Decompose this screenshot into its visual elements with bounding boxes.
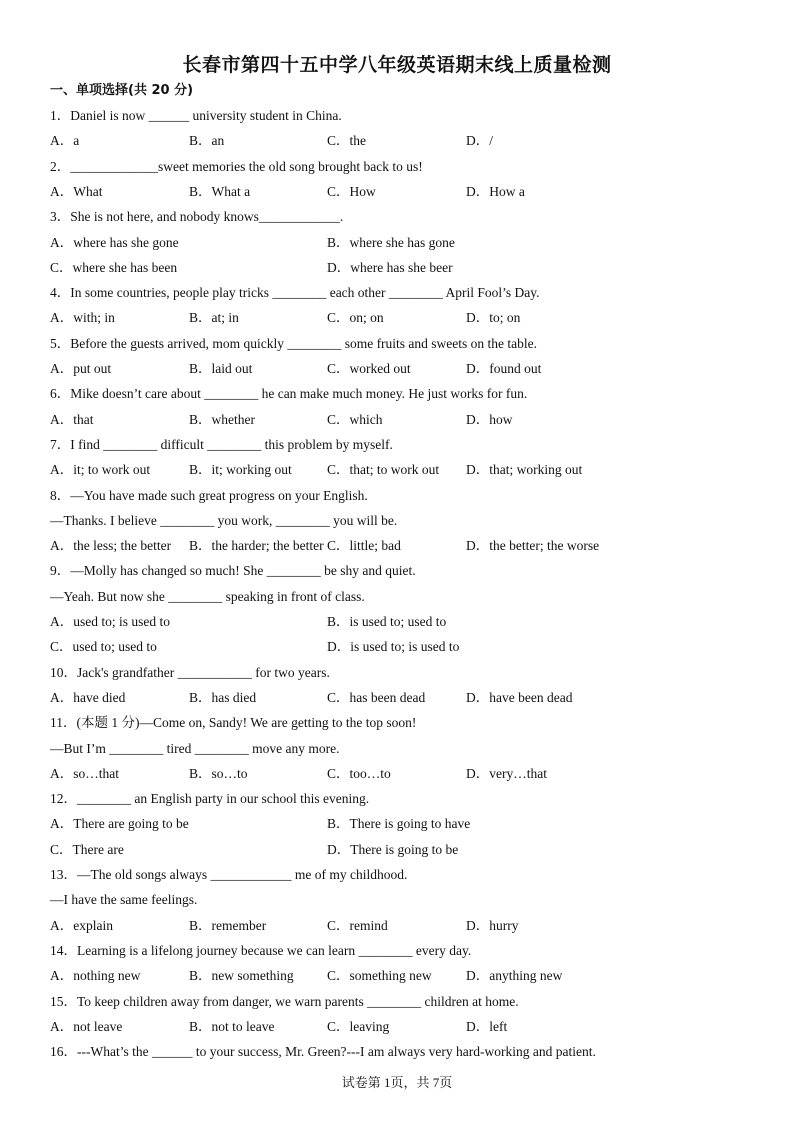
answer-option[interactable]: B．so…to: [189, 765, 248, 781]
question-stem: —Thanks. I believe ________ you work, ________ you will be.: [50, 512, 398, 528]
answer-option[interactable]: B．the harder; the better: [189, 538, 324, 554]
answer-option[interactable]: C．something new: [327, 968, 432, 984]
answer-option[interactable]: D．how: [466, 411, 513, 427]
answer-option[interactable]: D．found out: [466, 361, 542, 376]
question-stem: 15．To keep children away from danger, we warn parents ________ children at home.: [50, 993, 519, 1009]
answer-option[interactable]: C．on; on: [327, 310, 384, 326]
answer-option[interactable]: C．that; to work out: [327, 462, 440, 478]
answer-option[interactable]: B．is used to; used to: [327, 614, 447, 629]
answer-option[interactable]: C．How: [327, 183, 376, 199]
answer-option[interactable]: A．a: [50, 133, 80, 149]
answer-option[interactable]: C．little; bad: [327, 538, 401, 554]
answer-option[interactable]: D．where has she beer: [327, 259, 453, 275]
question-stem: 5．Before the guests arrived, mom quickly ________ some fruits and sweets on the table.: [50, 335, 538, 351]
answer-option[interactable]: C．remind: [327, 917, 388, 933]
answer-option[interactable]: D．anything new: [466, 968, 563, 984]
question-stem: 7．I find ________ difficult ________ this problem by myself.: [50, 436, 393, 452]
question-stem: 4．In some countries, people play tricks ________ each other ________ April Fool’s Day.: [50, 285, 540, 301]
question-stem: 8．—You have made such great progress on your English.: [50, 487, 368, 503]
answer-option[interactable]: C．There are: [50, 841, 124, 857]
question-stem: 1．Daniel is now ______ university student in China.: [50, 108, 342, 123]
question-stem: 6．Mike doesn’t care about ________ he can make much money. He just works for fun.: [50, 386, 528, 402]
answer-option[interactable]: A．There are going to be: [50, 816, 189, 832]
answer-option[interactable]: B．has died: [189, 689, 257, 705]
question-stem: 12．________ an English party in our school this evening.: [50, 791, 370, 807]
answer-option[interactable]: B．not to leave: [189, 1018, 275, 1034]
question-stem: 16．---What’s the ______ to your success, Mr. Green?---I am always very hard-working and patient.: [50, 1044, 596, 1060]
answer-option[interactable]: A．where has she gone: [50, 234, 179, 250]
question-stem: 10．Jack's grandfather ___________ for two years.: [50, 664, 330, 680]
section-heading: 一、单项选择(共 20 分): [50, 83, 194, 98]
answer-option[interactable]: A．What: [50, 183, 103, 199]
page-footer: 试卷第 1页，共 7页: [341, 1075, 453, 1090]
answer-option[interactable]: D．very…that: [466, 765, 547, 781]
answer-option[interactable]: C．which: [327, 411, 383, 427]
answer-option[interactable]: D．that; working out: [466, 462, 583, 478]
answer-option[interactable]: A．explain: [50, 917, 113, 933]
answer-option[interactable]: B．whether: [189, 411, 255, 427]
answer-option[interactable]: B．new something: [189, 968, 294, 984]
question-stem: 2．_____________sweet memories the old song brought back to us!: [50, 158, 423, 174]
answer-option[interactable]: A．with; in: [50, 310, 115, 326]
answer-option[interactable]: B．What a: [189, 183, 251, 199]
answer-option[interactable]: C．too…to: [327, 765, 391, 781]
answer-option[interactable]: A．it; to work out: [50, 462, 151, 478]
answer-option[interactable]: B．There is going to have: [327, 816, 471, 832]
question-stem: 11．(本题 1 分)—Come on, Sandy! We are getting to the top soon!: [50, 715, 417, 731]
question-stem: 3．She is not here, and nobody knows____________.: [50, 209, 344, 225]
answer-option[interactable]: B．where she has gone: [327, 234, 455, 250]
answer-option[interactable]: A．put out: [50, 361, 112, 376]
question-stem: 14．Learning is a lifelong journey because we can learn ________ every day.: [50, 942, 472, 958]
answer-option[interactable]: D．to; on: [466, 310, 521, 326]
question-stem: —But I’m ________ tired ________ move any more.: [50, 740, 340, 756]
answer-option[interactable]: D．have been dead: [466, 689, 573, 705]
question-stem: 13．—The old songs always ____________ me of my childhood.: [50, 867, 408, 882]
exam-title: 长春市第四十五中学八年级英语期末线上质量检测: [182, 54, 612, 76]
answer-option[interactable]: D．the better; the worse: [466, 538, 600, 554]
answer-option[interactable]: A．have died: [50, 689, 126, 705]
answer-option[interactable]: D．/: [466, 133, 493, 149]
answer-option[interactable]: C．where she has been: [50, 259, 178, 275]
answer-option[interactable]: A．the less; the better: [50, 538, 172, 554]
answer-option[interactable]: B．it; working out: [189, 462, 292, 478]
answer-option[interactable]: A．nothing new: [50, 968, 141, 984]
answer-option[interactable]: B．an: [189, 133, 225, 149]
question-stem: —I have the same feelings.: [50, 892, 198, 908]
answer-option[interactable]: A．that: [50, 411, 94, 427]
answer-option[interactable]: C．worked out: [327, 361, 411, 376]
answer-option[interactable]: C．the: [327, 133, 366, 149]
answer-option[interactable]: B．laid out: [189, 361, 253, 376]
answer-option[interactable]: D．There is going to be: [327, 841, 459, 857]
answer-option[interactable]: B．at; in: [189, 310, 239, 326]
answer-option[interactable]: D．How a: [466, 183, 525, 199]
answer-option[interactable]: A．so…that: [50, 765, 119, 781]
answer-option[interactable]: D．hurry: [466, 917, 519, 933]
question-stem: —Yeah. But now she ________ speaking in front of class.: [50, 588, 365, 604]
answer-option[interactable]: D．left: [466, 1018, 508, 1034]
answer-option[interactable]: D．is used to; is used to: [327, 639, 460, 655]
answer-option[interactable]: B．remember: [189, 917, 267, 933]
answer-option[interactable]: C．used to; used to: [50, 639, 157, 655]
answer-option[interactable]: A．used to; is used to: [50, 614, 170, 629]
answer-option[interactable]: C．leaving: [327, 1018, 390, 1034]
answer-option[interactable]: C．has been dead: [327, 689, 426, 705]
question-stem: 9．—Molly has changed so much! She ________ be shy and quiet.: [50, 563, 416, 579]
answer-option[interactable]: A．not leave: [50, 1018, 123, 1034]
